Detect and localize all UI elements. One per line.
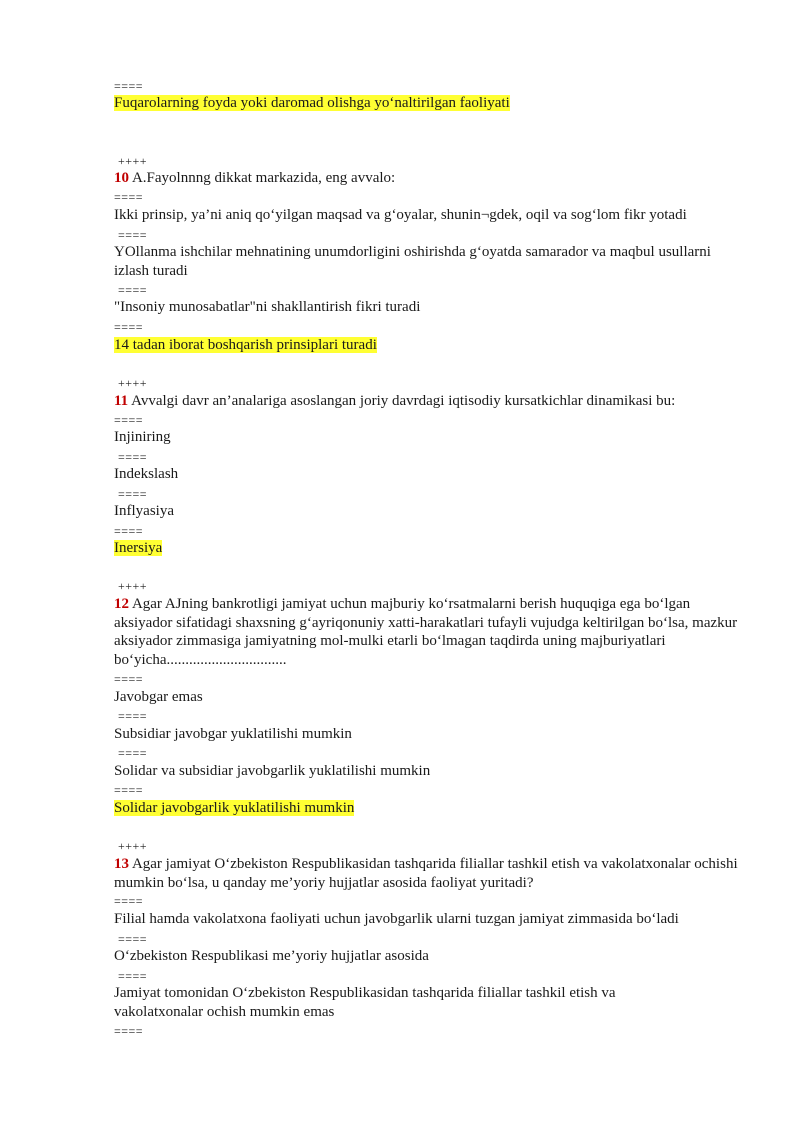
question-separator: ++++ (118, 376, 148, 390)
correct-answer (114, 94, 754, 113)
question-text: Agar jamiyat O‘zbekiston Respublikasidan tashqarida filiallar tashkil etish va vakolatxonalar ochishi mumkin bo‘lsa, u qanday me’yoriy hujjatlar asosida faoliyat yuritadi? (114, 856, 738, 891)
question-number: 10 (114, 170, 129, 186)
question-10 (114, 169, 754, 188)
question-11 (114, 392, 754, 411)
answer-separator: ==== (114, 190, 144, 204)
answer-option: Filial hamda vakolatxona faoliyati uchun javobgarlik ularni tuzgan jamiyat zimmasida bo‘ladi (114, 911, 679, 927)
answer-option: Ikki prinsip, ya’ni aniq qo‘yilgan maqsad va g‘oyalar, shunin¬gdek, oqil va sog‘lom fikr yotadi (114, 207, 687, 223)
question-text: Agar AJning bankrotligi jamiyat uchun majburiy ko‘rsatmalarni berish huquqiga ega bo‘lgan aksiyador sifatidagi shaxsning g‘ayriqonuniy xatti-harakatlari tufayli vujudga keltirilgan bo‘lsa, mazkur aksiyador zimmasiga jamiyatning mol-mulki etarli bo‘lmagan taqdirda uning majburiyatlari bo‘yicha................................ (114, 596, 738, 668)
answer-separator: ==== (118, 283, 148, 297)
answer-separator: ==== (114, 320, 144, 334)
answer-option: O‘zbekiston Respublikasi me’yoriy hujjatlar asosida (114, 948, 429, 964)
answer-separator: ==== (114, 672, 144, 686)
answer-separator: ==== (118, 746, 148, 760)
question-separator: ++++ (118, 154, 148, 168)
correct-answer (114, 539, 754, 558)
answer-separator: ==== (114, 524, 144, 538)
answer-option: Jamiyat tomonidan O‘zbekiston Respublikasidan tashqarida filiallar tashkil etish va vakolatxonalar ochish mumkin emas (114, 985, 616, 1020)
answer-option: Injiniring (114, 429, 171, 445)
question-text: Avvalgi davr an’analariga asoslangan joriy davrdagi iqtisodiy kursatkichlar dinamikasi bu: (131, 393, 676, 409)
question-number: 11 (114, 393, 129, 409)
answer-separator: ==== (114, 1024, 144, 1038)
question-separator: ++++ (118, 579, 148, 593)
answer-separator: ==== (118, 932, 148, 946)
highlight: 14 tadan iborat boshqarish prinsiplari turadi (114, 337, 377, 353)
question-13 (114, 855, 744, 892)
answer-separator: ==== (118, 228, 148, 242)
answer-separator: ==== (114, 79, 144, 93)
question-number: 13 (114, 856, 129, 872)
question-text: A.Fayolnnng dikkat markazida, eng avvalo: (131, 170, 396, 186)
answer-separator: ==== (114, 413, 144, 427)
answer-option: "Insoniy munosabatlar"ni shakllantirish fikri turadi (114, 299, 421, 315)
highlight: Solidar javobgarlik yuklatilishi mumkin (114, 800, 355, 816)
answer-option: Inflyasiya (114, 503, 174, 519)
answer-separator: ==== (118, 450, 148, 464)
highlight: Fuqarolarning foyda yoki daromad olishga yo‘naltirilgan faoliyati (114, 95, 510, 111)
answer-option: Javobgar emas (114, 689, 203, 705)
answer-separator: ==== (114, 894, 144, 908)
answer-separator: ==== (118, 969, 148, 983)
question-number: 12 (114, 596, 129, 612)
correct-answer (114, 336, 754, 355)
question-separator: ++++ (118, 839, 148, 853)
answer-separator: ==== (118, 709, 148, 723)
answer-option: Subsidiar javobgar yuklatilishi mumkin (114, 726, 352, 742)
answer-option: YOllanma ishchilar mehnatining unumdorligini oshirishda g‘oyatda samarador va maqbul usullarni izlash turadi (114, 244, 711, 279)
question-12 (114, 595, 744, 669)
highlight: Inersiya (114, 540, 163, 556)
correct-answer (114, 799, 754, 818)
answer-option: Indekslash (114, 466, 179, 482)
answer-separator: ==== (114, 783, 144, 797)
answer-separator: ==== (118, 487, 148, 501)
answer-option: Solidar va subsidiar javobgarlik yuklatilishi mumkin (114, 763, 431, 779)
